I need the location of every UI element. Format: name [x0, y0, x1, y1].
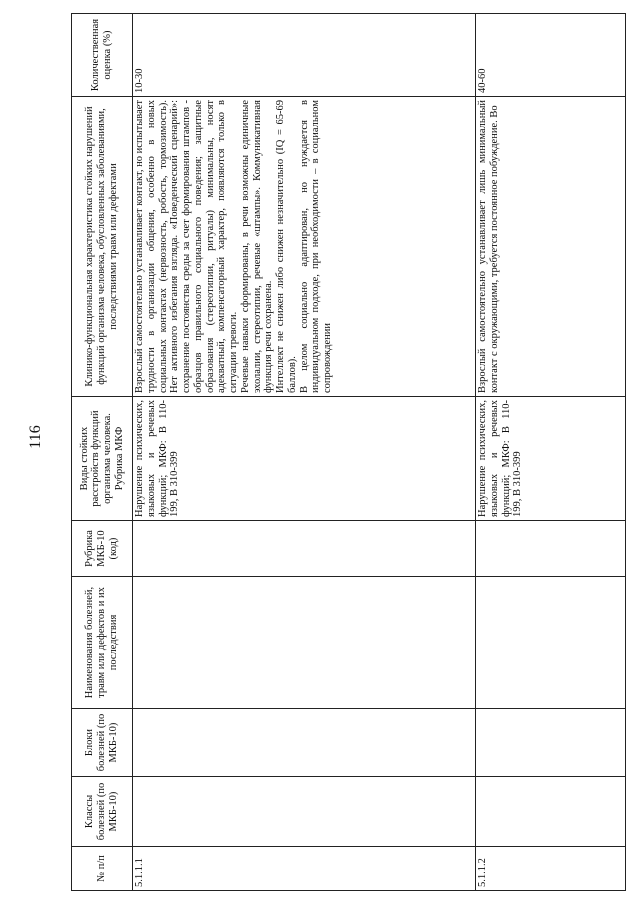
row-score: 40-60: [476, 14, 626, 97]
row-classes: [133, 777, 476, 847]
header-disease-blocks: Блоки болезней (по МКБ-10): [72, 709, 133, 777]
row-number: 5.1.1.2: [476, 847, 626, 891]
table-row: [476, 14, 626, 891]
row-code: [476, 521, 626, 577]
page-number: 116: [27, 425, 44, 449]
row-blocks: [476, 709, 626, 777]
header-icd-code: Рубрика МКБ-10 (код): [72, 521, 133, 577]
row-disorder-kinds: Нарушение психических, языковых и речевых функций; МКФ: В 110-199, В 310-399: [476, 397, 626, 521]
rotated-table-sheet: [71, 14, 626, 891]
header-disease-classes: Классы болезней (по МКБ-10): [72, 777, 133, 847]
row-code: [133, 521, 476, 577]
row-names: [476, 577, 626, 709]
row-clinical-description: [133, 97, 476, 397]
row-blocks: [133, 709, 476, 777]
description-paragraph: Взрослый самостоятельно устанавливает лишь минимальный контакт с окружающими, требуется постоянное побуждение. Во: [477, 100, 500, 393]
disability-criteria-table: [71, 13, 626, 891]
header-disease-names: Наименования болезней, травм или дефектов и их последствия: [72, 577, 133, 709]
description-paragraph: Речевые навыки сформированы, в речи возможны единичные эхолалии, стереотипии, речевые «штампы». Коммуникативная функция речи сохранена.: [239, 100, 275, 393]
row-names: [133, 577, 476, 709]
description-paragraph: Взрослый самостоятельно устанавливает контакт, но испытывает трудности в организации общения, особенно в новых социальных контактах (нервозность, робость, тормозимость). Нет активного избегания взгляда. «Поведенческий сценарий»: сохранение постоянства среды за счет формирования штампов - образцов правильного социального поведения; защитные образования (стереотипии, ритуалы) минимальны, носят адекватный, компенсаторный характер, появляются только в ситуации тревоги.: [134, 100, 239, 393]
row-disorder-kinds: Нарушение психических, языковых и речевых функций; МКФ: В 110-199, В 310-399: [133, 397, 476, 521]
row-classes: [476, 777, 626, 847]
description-paragraph: Интеллект не снижен либо снижен незначительно (IQ = 65-69 баллов).: [275, 100, 298, 393]
header-disorder-kinds: Виды стойких расстройств функций организма человека. Рубрика МКФ: [72, 397, 133, 521]
row-clinical-description: [476, 97, 626, 397]
header-number: № п/п: [72, 847, 133, 891]
row-number: 5.1.1.1: [133, 847, 476, 891]
table-row: [133, 14, 476, 891]
header-quantitative-score: Количественная оценка (%): [72, 14, 133, 97]
table-header-row: [72, 14, 133, 891]
row-score: 10-30: [133, 14, 476, 97]
description-paragraph: В целом социально адаптирован, но нуждается в индивидуальном подходе, при необходимости – в социальном сопровождении: [298, 100, 333, 393]
header-clinical-characteristic: Клинико-функциональная характеристика стойких нарушений функций организма человека, обусловленных заболеваниями, последствиями травм или дефектами: [72, 97, 133, 397]
